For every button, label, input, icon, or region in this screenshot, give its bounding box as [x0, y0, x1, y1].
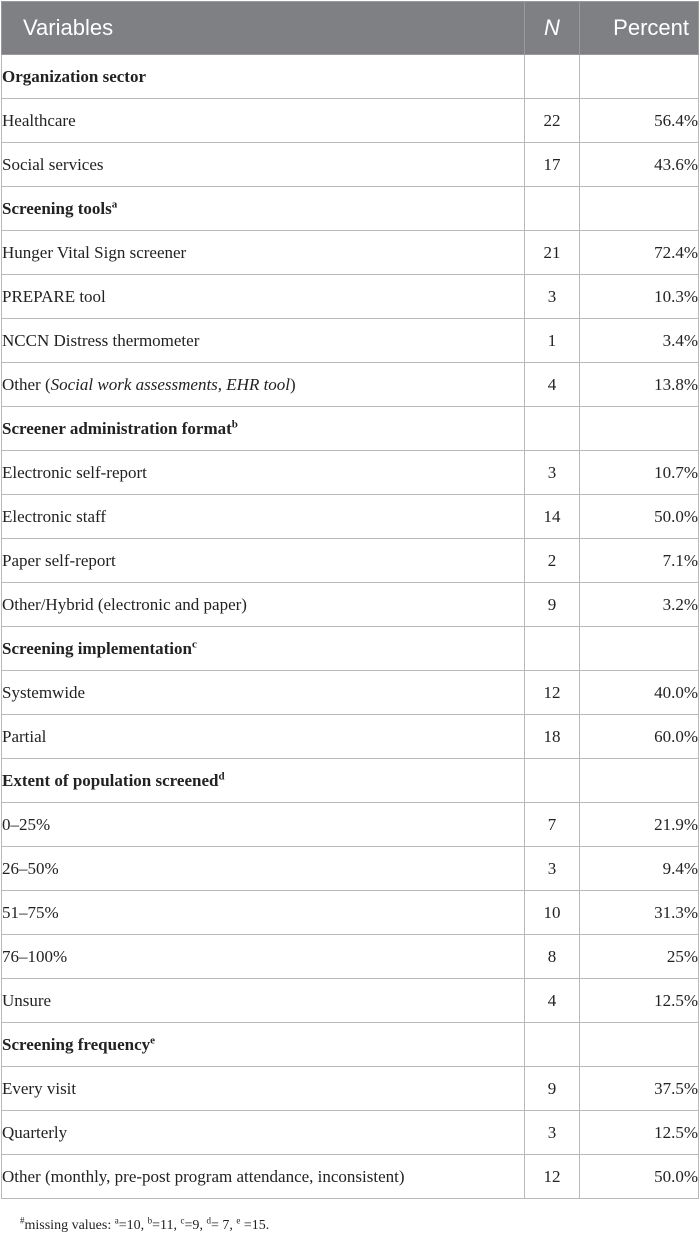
footnote-sup: e	[236, 1215, 241, 1226]
table-row	[2, 99, 699, 143]
n-cell: 22	[525, 99, 580, 143]
percent-cell: 50.0%	[580, 1155, 699, 1199]
table-row	[2, 319, 699, 363]
n-cell	[525, 55, 580, 99]
table-row	[2, 979, 699, 1023]
table-row	[2, 231, 699, 275]
footnote-value: =10	[118, 1218, 141, 1233]
n-cell	[525, 407, 580, 451]
summary-table	[1, 1, 699, 1199]
percent-cell: 9.4%	[580, 847, 699, 891]
n-cell: 3	[525, 847, 580, 891]
label-text: NCCN Distress thermometer	[2, 330, 200, 350]
header-percent: Percent	[580, 2, 699, 55]
label-text: Screening tools	[2, 198, 112, 218]
row-label	[2, 451, 525, 495]
n-cell: 4	[525, 979, 580, 1023]
footnote-value: =9	[184, 1218, 200, 1233]
label-text: Partial	[2, 726, 47, 746]
percent-cell: 43.6%	[580, 143, 699, 187]
section-row	[2, 1023, 699, 1067]
percent-cell: 10.3%	[580, 275, 699, 319]
n-cell: 4	[525, 363, 580, 407]
table-row	[2, 803, 699, 847]
header-n: N	[525, 2, 580, 55]
row-label	[2, 231, 525, 275]
header-variables: Variables	[2, 2, 525, 55]
label-text: Screener administration format	[2, 418, 232, 438]
section-label	[2, 1023, 525, 1067]
row-label	[2, 847, 525, 891]
footnote-value: = 7	[210, 1218, 230, 1233]
table-row	[2, 495, 699, 539]
table-row	[2, 1111, 699, 1155]
footnote-sup: c	[180, 1215, 185, 1226]
table-row	[2, 539, 699, 583]
row-label	[2, 803, 525, 847]
section-row	[2, 759, 699, 803]
n-cell: 12	[525, 671, 580, 715]
row-label	[2, 715, 525, 759]
label-text: Screening frequency	[2, 1034, 151, 1054]
table-row	[2, 1155, 699, 1199]
percent-cell: 50.0%	[580, 495, 699, 539]
percent-cell: 21.9%	[580, 803, 699, 847]
percent-cell	[580, 407, 699, 451]
label-italic-text: Social work assessments, EHR tool	[50, 374, 291, 394]
label-text: Extent of population screened	[2, 770, 219, 790]
label-text: Quarterly	[2, 1122, 68, 1142]
footnote-ref: d	[218, 769, 225, 782]
row-label	[2, 1155, 525, 1199]
row-label	[2, 1067, 525, 1111]
table-row	[2, 583, 699, 627]
label-text: 51–75%	[2, 902, 59, 922]
percent-cell: 31.3%	[580, 891, 699, 935]
n-cell	[525, 759, 580, 803]
footnote-ref: b	[231, 417, 238, 430]
percent-cell	[580, 627, 699, 671]
percent-cell: 12.5%	[580, 979, 699, 1023]
table-row	[2, 935, 699, 979]
n-cell: 8	[525, 935, 580, 979]
percent-cell: 12.5%	[580, 1111, 699, 1155]
label-text: Other/Hybrid (electronic and paper)	[2, 594, 247, 614]
n-cell: 3	[525, 1111, 580, 1155]
n-cell: 14	[525, 495, 580, 539]
section-row	[2, 627, 699, 671]
percent-cell	[580, 759, 699, 803]
label-text: Systemwide	[2, 682, 86, 702]
table-body	[2, 55, 699, 1199]
footnote-marker: #	[20, 1215, 25, 1226]
row-label	[2, 495, 525, 539]
n-cell: 10	[525, 891, 580, 935]
label-text: Social services	[2, 154, 104, 174]
percent-cell	[580, 55, 699, 99]
row-label	[2, 99, 525, 143]
n-cell: 18	[525, 715, 580, 759]
n-cell: 12	[525, 1155, 580, 1199]
table-header-row	[2, 2, 699, 55]
n-cell: 17	[525, 143, 580, 187]
percent-cell: 3.4%	[580, 319, 699, 363]
n-cell: 7	[525, 803, 580, 847]
footnote-ref: e	[150, 1033, 156, 1046]
label-text: Healthcare	[2, 110, 76, 130]
n-cell: 3	[525, 275, 580, 319]
label-text: 76–100%	[2, 946, 68, 966]
n-cell	[525, 1023, 580, 1067]
n-cell	[525, 187, 580, 231]
footnote-end: .	[265, 1218, 270, 1233]
label-text: Unsure	[2, 990, 52, 1010]
row-label	[2, 143, 525, 187]
percent-cell: 10.7%	[580, 451, 699, 495]
n-cell: 2	[525, 539, 580, 583]
table-row	[2, 275, 699, 319]
n-cell	[525, 627, 580, 671]
section-row	[2, 407, 699, 451]
section-label	[2, 187, 525, 231]
n-cell: 9	[525, 583, 580, 627]
section-label	[2, 759, 525, 803]
table-row	[2, 1067, 699, 1111]
percent-cell: 3.2%	[580, 583, 699, 627]
row-label	[2, 319, 525, 363]
table-row	[2, 715, 699, 759]
footnote-text: missing values:	[24, 1218, 112, 1233]
row-label	[2, 1111, 525, 1155]
row-label	[2, 979, 525, 1023]
table-row	[2, 451, 699, 495]
percent-cell	[580, 187, 699, 231]
label-text: Hunger Vital Sign screener	[2, 242, 187, 262]
percent-cell: 60.0%	[580, 715, 699, 759]
label-text: Electronic self-report	[2, 462, 147, 482]
row-label	[2, 539, 525, 583]
footnote-sup: a	[114, 1215, 119, 1226]
label-text: Paper self-report	[2, 550, 116, 570]
n-cell: 21	[525, 231, 580, 275]
label-text: Screening implementation	[2, 638, 192, 658]
footnote: #missing values: $^a$=10, $^b$=11, $^c$=9, $^d$= 7, $^e$ =15.	[20, 1215, 270, 1233]
row-label	[2, 275, 525, 319]
row-label	[2, 363, 525, 407]
label-end-text: )	[290, 374, 296, 394]
n-cell: 9	[525, 1067, 580, 1111]
row-label	[2, 583, 525, 627]
label-text: Organization sector	[2, 66, 146, 86]
section-label	[2, 627, 525, 671]
row-label	[2, 891, 525, 935]
n-cell: 3	[525, 451, 580, 495]
footnote-sup: d	[206, 1215, 211, 1226]
percent-cell: 72.4%	[580, 231, 699, 275]
footnote-value: =15	[240, 1218, 266, 1233]
percent-cell: 13.8%	[580, 363, 699, 407]
row-label	[2, 671, 525, 715]
percent-cell: 56.4%	[580, 99, 699, 143]
n-cell: 1	[525, 319, 580, 363]
section-label	[2, 55, 525, 99]
label-text: 26–50%	[2, 858, 59, 878]
footnote-ref: c	[191, 637, 197, 650]
label-text: Other (	[2, 374, 51, 394]
table-row	[2, 891, 699, 935]
footnote-value: =11	[152, 1218, 174, 1233]
label-text: Other (monthly, pre-post program attendance, inconsistent)	[2, 1166, 405, 1186]
table-row	[2, 671, 699, 715]
label-text: 0–25%	[2, 814, 51, 834]
label-text: PREPARE tool	[2, 286, 106, 306]
table-row	[2, 143, 699, 187]
footnote-ref: a	[111, 197, 118, 210]
row-label	[2, 935, 525, 979]
percent-cell: 7.1%	[580, 539, 699, 583]
percent-cell: 25%	[580, 935, 699, 979]
percent-cell: 37.5%	[580, 1067, 699, 1111]
section-label	[2, 407, 525, 451]
percent-cell: 40.0%	[580, 671, 699, 715]
table-row	[2, 847, 699, 891]
section-row	[2, 55, 699, 99]
label-text: Electronic staff	[2, 506, 107, 526]
table-row	[2, 363, 699, 407]
section-row	[2, 187, 699, 231]
footnote-sup: b	[147, 1215, 153, 1226]
label-text: Every visit	[2, 1078, 77, 1098]
percent-cell	[580, 1023, 699, 1067]
